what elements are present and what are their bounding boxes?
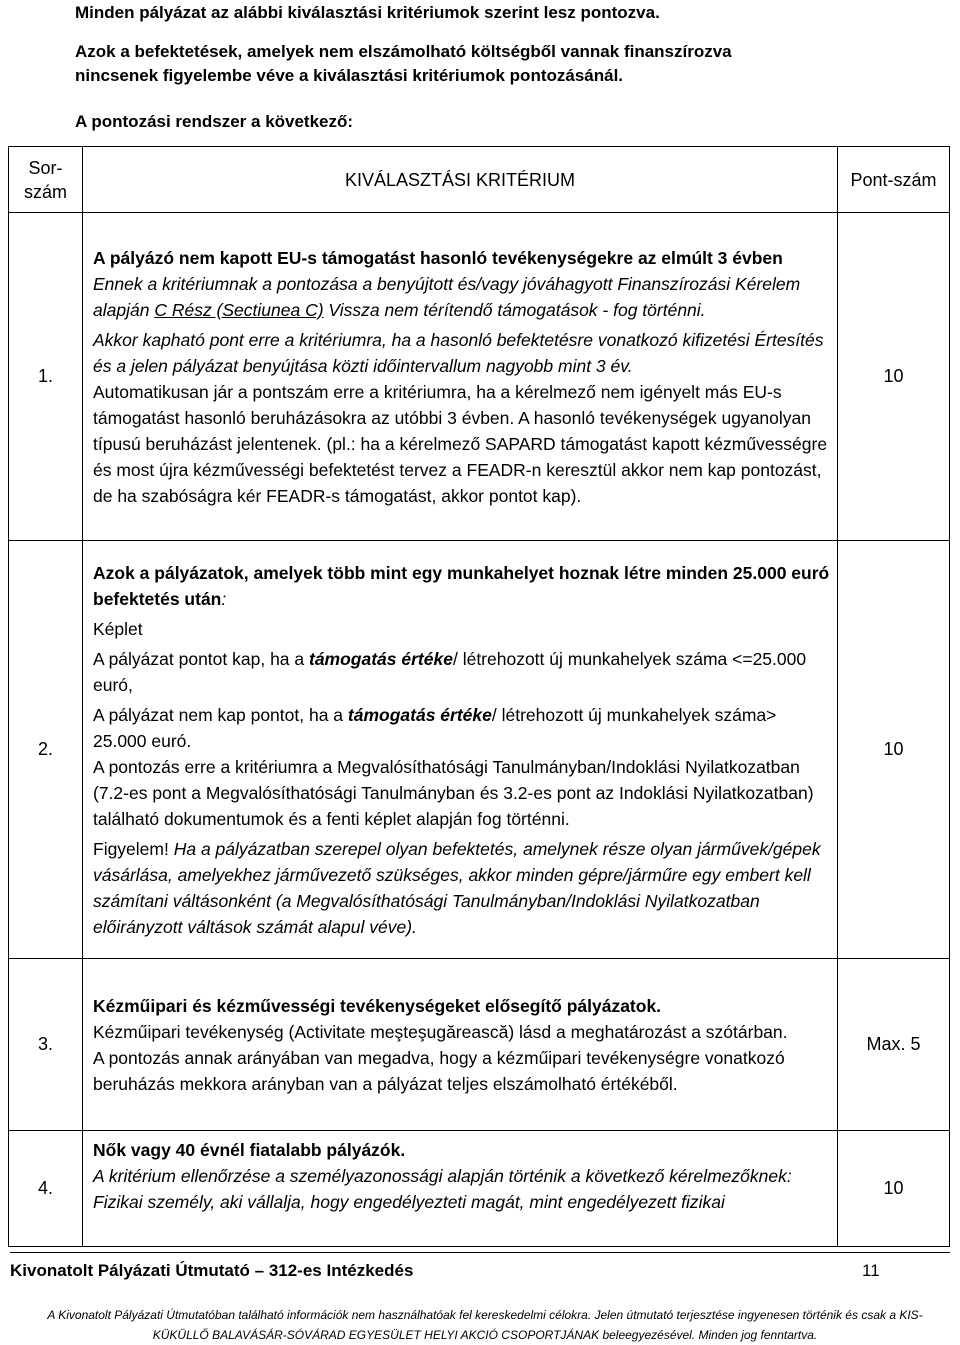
criterion-paragraph: Automatikusan jár a pontszám erre a kritériumra, ha a kérelmező nem igényelt más EU-s támogatást hasonló beruházásokra az utóbbi 3 évben. A hasonló tevékenységek ugyanolyan típusú beruházást jelentenek. (pl.: ha a kérelmező SAPARD támogatást kapott kézművességre és most újra kézművességi befektetést tervez a FEADR-n keresztül akkor nem kap pontozást, de ha szabóságra kér FEADR-s támogatást, akkor pontot kap). <box>93 381 828 506</box>
criterion-paragraph: A pontozás erre a kritériumra a Megvalósíthatósági Tanulmányban/Indoklási Nyilatkozatban (7.2-es pont a Megvalósíthatósági Tanulmányban és 3.2-es pont az Indoklási Nyilatkozatban) található dokumentumok és a fenti képlet alapján fog történni. <box>93 756 814 829</box>
table-row <box>9 541 950 959</box>
criterion-paragraph: A kritérium ellenőrzése a személyazonossági alapján történik a következő kérelmezőknek: <box>93 1166 792 1186</box>
header-criterion: KIVÁLASZTÁSI KRITÉRIUM <box>83 147 838 213</box>
criterion-cell <box>83 1131 838 1247</box>
page-number: 11 <box>862 1261 880 1280</box>
criterion-paragraph: Ennek a kritériumnak a pontozása a benyújtott és/vagy jóváhagyott Finanszírozási Kérelem alapján C Rész (Sectiunea C) Vissza nem térítendő támogatások - fog történni. <box>93 273 801 320</box>
page-footer <box>10 1252 950 1342</box>
table-row <box>9 1131 950 1247</box>
criterion-title: A pályázó nem kapott EU-s támogatást hasonló tevékenységekre az elmúlt 3 évben <box>93 247 783 268</box>
criterion-title: Kézműipari és kézművességi tevékenységeket elősegítő pályázatok. <box>93 995 662 1016</box>
intro-line-1: Minden pályázat az alábbi kiválasztási kritériumok szerint lesz pontozva. <box>75 3 660 22</box>
criteria-table <box>8 146 950 1247</box>
points-value: 10 <box>838 1131 950 1247</box>
header-pontszam: Pont-szám <box>838 147 950 213</box>
criterion-paragraph: A pályázat pontot kap, ha a támogatás értéke/ létrehozott új munkahelyek száma <=25.000 euró, <box>93 648 807 695</box>
points-value: 10 <box>838 541 950 959</box>
row-number: 1. <box>9 213 83 541</box>
criterion-paragraph: A pontozás annak arányában van megadva, hogy a kézműipari tevékenységre vonatkozó beruházás mekkora arányban van a pályázat teljes elszámolható értékéből. <box>93 1047 785 1094</box>
criterion-paragraph: Fizikai személy, aki vállalja, hogy engedélyezteti magát, mint engedélyezett fizikai <box>93 1192 725 1212</box>
points-value: Max. 5 <box>838 959 950 1131</box>
criterion-cell <box>83 541 838 959</box>
criterion-cell <box>83 959 838 1131</box>
criterion-title: Azok a pályázatok, amelyek több mint egy munkahelyet hoznak létre minden 25.000 euró befektetés után: <box>93 562 830 609</box>
criterion-paragraph: Figyelem! Ha a pályázatban szerepel olyan befektetés, amelynek része olyan járművek/gépek vásárlása, amelyekhez járművezető szükséges, akkor minden gépre/járműre egy embert kell számítani váltásonként (a Megvalósíthatósági Tanulmányban/Indoklási Nyilatkozatban előirányzott váltások számát alapul véve). <box>93 838 821 937</box>
row-number: 3. <box>9 959 83 1131</box>
row-number: 2. <box>9 541 83 959</box>
header-sorszam: Sor-szám <box>9 147 83 213</box>
points-value: 10 <box>838 213 950 541</box>
footer-note: A Kivonatolt Pályázati Útmutatóban található információk nem használhatóak fel kereskedelmi célokra. Jelen útmutató terjesztése ingyenesen történik és csak a KIS-KÜKÜLLŐ BALAVÁSÁR-SÓVÁRAD EGYESÜLET HELYI AKCIÓ CSOPORTJÁNAK beleegyezésével. Minden jog fenntartva. <box>47 1308 923 1342</box>
criterion-title: Nők vagy 40 évnél fiatalabb pályázók. <box>93 1140 406 1160</box>
formula-label: Képlet <box>93 618 143 639</box>
footer-title: Kivonatolt Pályázati Útmutató – 312-es Intézkedés <box>10 1261 414 1280</box>
criterion-paragraph: A pályázat nem kap pontot, ha a támogatás értéke/ létrehozott új munkahelyek száma> 25.000 euró. <box>93 704 777 751</box>
criterion-paragraph: Akkor kapható pont erre a kritériumra, ha a hasonló befektetésre vonatkozó kifizetési Értesítés és a jelen pályázat benyújtása közti időintervallum nagyobb mint 3 év. <box>93 329 824 376</box>
table-row <box>9 959 950 1131</box>
table-row <box>9 213 950 541</box>
intro-line-3: A pontozási rendszer a következő: <box>75 112 354 131</box>
intro-line-2: Azok a befektetések, amelyek nem elszámolható költségből vannak finanszírozva nincsenek figyelembe véve a kiválasztási kritériumok pontozásánál. <box>75 42 732 85</box>
row-number: 4. <box>9 1131 83 1247</box>
criterion-cell <box>83 213 838 541</box>
table-header-row <box>9 147 950 213</box>
criterion-paragraph: Kézműipari tevékenység (Activitate meşteşugărească) lásd a meghatározást a szótárban. <box>93 1021 788 1042</box>
